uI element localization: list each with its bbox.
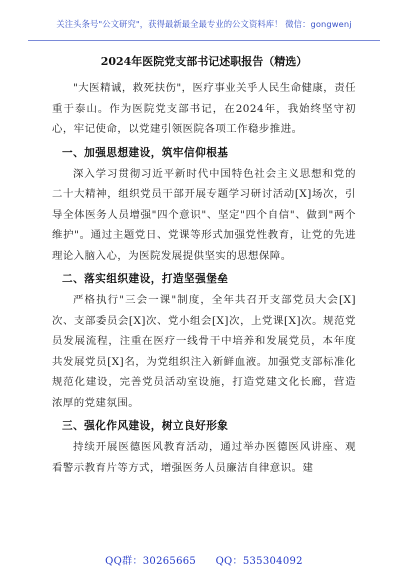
header-divider: [28, 40, 380, 41]
document-title: 2024年医院党支部书记述职报告（精选）: [100, 55, 308, 68]
section-paragraph: 深入学习贯彻习近平新时代中国特色社会主义思想和党的二十大精神，组织党员干部开展专题学习研讨活动[X]场次，引导全体医务人员增强"四个意识"、坚定"四个自信"、做到"两个维护"。通过主题党日、党课等形式加强党性教育，让党的先进理论入脑入心，为医院发展提供坚实的思想保障。: [52, 167, 356, 262]
section-heading: 二、落实组织建设，打造坚强堡垒: [62, 273, 229, 285]
section-heading: 一、加强思想建设，筑牢信仰根基: [62, 146, 229, 159]
section-paragraph: 严格执行"三会一课"制度，全年共召开支部党员大会[X]次、支部委员会[X]次、党小组会[X]次，上党课[X]次。规范党员发展流程，注重在医疗一线骨干中培养和发展党员，本年度共发展党员[X]名，为党组织注入新鲜血液。加强党支部标准化规范化建设，完善党员活动室设施，打造党建文化长廊，营造浓厚的党建氛围。: [52, 294, 356, 409]
footer-qq-number: QQ：535304092: [215, 556, 303, 567]
intro-paragraph: "大医精诚，救死扶伤"，医疗事业关乎人民生命健康，责任重于泰山。作为医院党支部书记，在2024年，我始终坚守初心，牢记使命，以党建引领医院各项工作稳步推进。: [52, 82, 356, 135]
section-paragraph: 持续开展医德医风教育活动，通过举办医德医风讲座、观看警示教育片等方式，增强医务人员廉洁自律意识。建: [52, 441, 356, 474]
document-body: [52, 78, 356, 478]
footer-contact: [0, 552, 408, 567]
section-heading: 三、强化作风建设，树立良好形象: [62, 420, 229, 432]
footer-qq-group: QQ群：30265665: [105, 556, 197, 567]
header-banner: 关注头条号"公文研究"，获得最新最全最专业的公文资料库！ 微信：gongwenj: [56, 19, 352, 29]
